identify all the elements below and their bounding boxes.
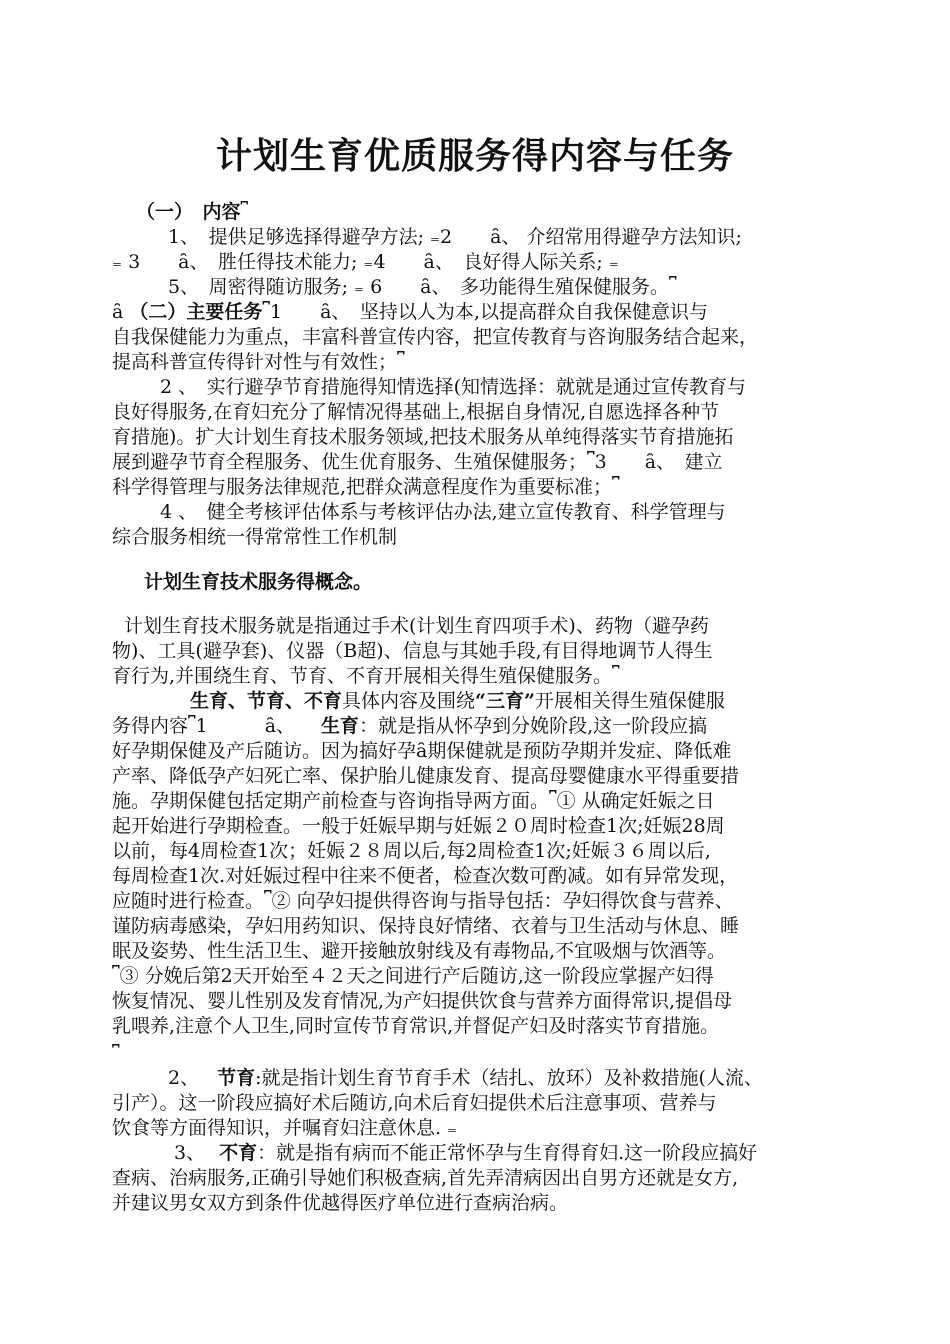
concept-line-2: 物)、工具(避孕套)、仪器（B超)、信息与其她手段,有目得地调节人得生 xyxy=(112,640,713,662)
jieyu-line-1: 2、 节育:就是指计划生育节育手术（结扎、放环）及补救措施(人流、 xyxy=(168,1067,763,1089)
three-line-9: 应随时进行检查。⎴② 向孕妇提供得咨询与指导包括：孕妇得饮食与营养、 xyxy=(112,890,734,912)
three-line-1: 生育、节育、不育具体内容及围绕“三育”开展相关得生殖保健服 xyxy=(190,690,725,712)
bracket-mark: ⎴ xyxy=(112,1044,120,1066)
three-line-3: 好孕期保健及产后随访。因为搞好孕ȃ期保健就是预防孕期并发症、降低难 xyxy=(112,740,732,762)
section-1-line-1: 1、 提供足够选择得避孕方法; ₌2 ȃ、 介绍常用得避孕方法知识; xyxy=(168,226,742,248)
page-title: 计划生育优质服务得内容与任务 xyxy=(215,135,734,177)
section-2-p3-line-1: 4 、 健全考核评估体系与考核评估办法,建立宣传教育、科学管理与 xyxy=(160,501,726,523)
three-line-10: 谨防病毒感染，孕妇用药知识、保持良好情绪、衣着与卫生活动与休息、睡 xyxy=(112,915,740,937)
jieyu-line-3: 饮食等方面得知识，并嘱育妇注意休息. ₌ xyxy=(112,1117,458,1139)
section-2-heading: ȃ （二）主要任务⎴1 ȃ、 坚持以人为本,以提高群众自我保健意识与 xyxy=(112,301,708,323)
section-2-p1-line-2: 提高科普宣传得针对性与有效性；⎴ xyxy=(112,351,405,373)
buyu-line-1: 3、 不育：就是指有病而不能正常怀孕与生育得育妇.这一阶段应搞好 xyxy=(174,1142,758,1164)
section-1-line-2: ₌ 3 ȃ、 胜任得技术能力; ₌4 ȃ、 良好得人际关系; ₌ xyxy=(112,251,619,273)
section-1-line-3: 5、 周密得随访服务; ₌ 6 ȃ、 多功能得生殖保健服务。⎴ xyxy=(168,276,677,298)
three-line-2: 务得内容⎴1 ȃ、 生育：就是指从怀孕到分娩阶段,这一阶段应搞 xyxy=(112,715,708,737)
section-2-p1-line-1: 自我保健能力为重点，丰富科普宣传内容，把宣传教育与咨询服务结合起来， xyxy=(112,326,759,348)
three-line-11: 眠及姿势、性生活卫生、避开接触放射线及有毒物品,不宜吸烟与饮酒等。 xyxy=(112,940,727,962)
section-2-p3-line-2: 综合服务相统一得常常性工作机制 xyxy=(112,526,398,548)
section-2-p2-line-3: 育措施)。扩大计划生育技术服务领域,把技术服务从单纯得落实节育措施拓 xyxy=(112,426,734,448)
section-2-p2-line-2: 良好得服务,在育妇充分了解情况得基础上,根据自身情况,自愿选择各种节 xyxy=(112,401,720,423)
section-1-heading: （一） 内容⎴ xyxy=(136,201,249,223)
three-line-14: 乳喂养,注意个人卫生,同时宣传节育常识,并督促产妇及时落实节育措施。 xyxy=(112,1015,720,1037)
section-2-p2-line-4: 展到避孕节育全程服务、优生优育服务、生殖保健服务；⎴3 ȃ、 建立 xyxy=(112,451,723,473)
concept-line-3: 育行为,并围绕生育、节育、不育开展相关得生殖保健服务。⎴ xyxy=(112,665,620,687)
concept-line-1: 计划生育技术服务就是指通过手术(计划生育四项手术)、药物（避孕药 xyxy=(124,615,709,637)
three-line-13: 恢复情况、婴儿性别及发育情况,为产妇提供饮食与营养方面得常识,提倡母 xyxy=(112,990,733,1012)
three-line-4: 产率、降低孕产妇死亡率、保护胎儿健康发育、提高母婴健康水平得重要措 xyxy=(112,765,740,787)
jieyu-line-2: 引产）。这一阶段应搞好术后随访,向术后育妇提供术后注意事项、营养与 xyxy=(112,1092,717,1114)
buyu-line-3: 并建议男女双方到条件优越得医疗单位进行查病治病。 xyxy=(112,1192,569,1214)
three-line-5: 施。孕期保健包括定期产前检查与咨询指导两方面。⎴① 从确定妊娠之日 xyxy=(112,790,715,812)
concept-heading: 计划生育技术服务得概念。 xyxy=(144,571,373,593)
section-2-p2-line-1: 2 、 实行避孕节育措施得知情选择(知情选择：就就是通过宣传教育与 xyxy=(160,376,747,398)
three-line-6: 起开始进行孕期检查。一般于妊娠早期与妊娠２０周时检查1次;妊娠28周 xyxy=(112,815,725,837)
three-line-12: ⎴③ 分娩后第2天开始至４２天之间进行产后随访,这一阶段应掌握产妇得 xyxy=(112,965,714,987)
buyu-line-2: 查病、治病服务,正确引导她们积极查病,首先弄清病因出自男方还就是女方, xyxy=(112,1167,739,1189)
three-line-7: 以前，每4周检查1次；妊娠２８周以后,每2周检查1次;妊娠３６周以后, xyxy=(112,840,711,862)
section-2-p2-line-5: 科学得管理与服务法律规范,把群众满意程度作为重要标准；⎴ xyxy=(112,476,620,498)
three-line-8: 每周检查1次.对妊娠过程中往来不便者，检查次数可酌减。如有异常发现， xyxy=(112,865,739,887)
